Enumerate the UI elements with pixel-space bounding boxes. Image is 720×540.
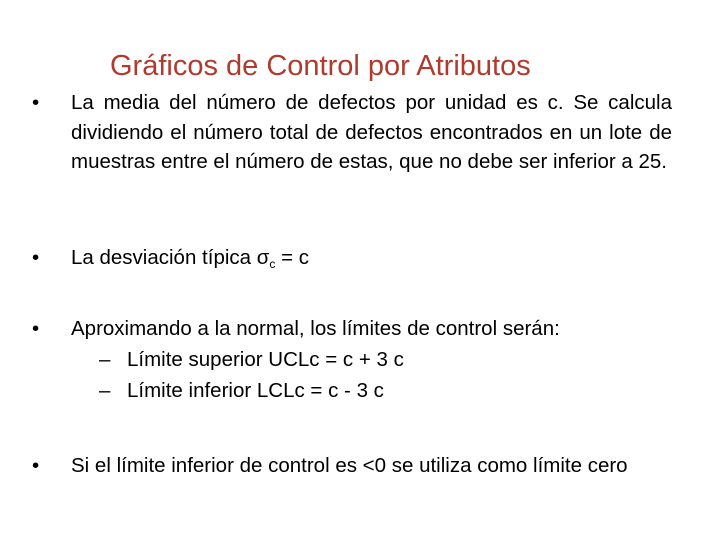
bullet-control-limits <box>32 314 672 406</box>
bullet-text: La media del número de defectos por unidad es c. Se calcula dividiendo el número total de defectos encontrados en un lote de muestras entre el número de estas, que no debe ser inferior a 25. <box>71 91 672 173</box>
bullet-text <box>71 243 672 280</box>
bullet-dot: • <box>32 246 40 269</box>
subitem-text: Límite inferior LCLc = c - 3 c <box>127 378 384 402</box>
bullet-mean-defects <box>32 88 672 177</box>
dash-marker: – <box>99 347 111 371</box>
subitem-upper-limit <box>99 344 672 375</box>
bullet-dot: • <box>32 317 40 340</box>
dash-marker: – <box>99 378 111 402</box>
subitem-text: Límite superior UCLc = c + 3 c <box>127 347 404 371</box>
slide-title: Gráficos de Control por Atributos <box>110 50 531 82</box>
bullet-std-deviation <box>32 243 672 280</box>
subitem-lower-limit <box>99 375 672 406</box>
sigma-subscript: c <box>269 257 276 271</box>
std-dev-formula: = c <box>275 246 310 269</box>
bullet-dot: • <box>32 91 40 114</box>
bullet-text: Si el límite inferior de control es <0 se utiliza como límite cero <box>71 454 628 477</box>
bullet-dot: • <box>32 454 40 477</box>
bullet-text: Aproximando a la normal, los límites de control serán: <box>71 317 560 340</box>
bullet-lower-limit-zero <box>32 451 672 481</box>
std-dev-label: La desviación típica σ <box>71 246 270 269</box>
